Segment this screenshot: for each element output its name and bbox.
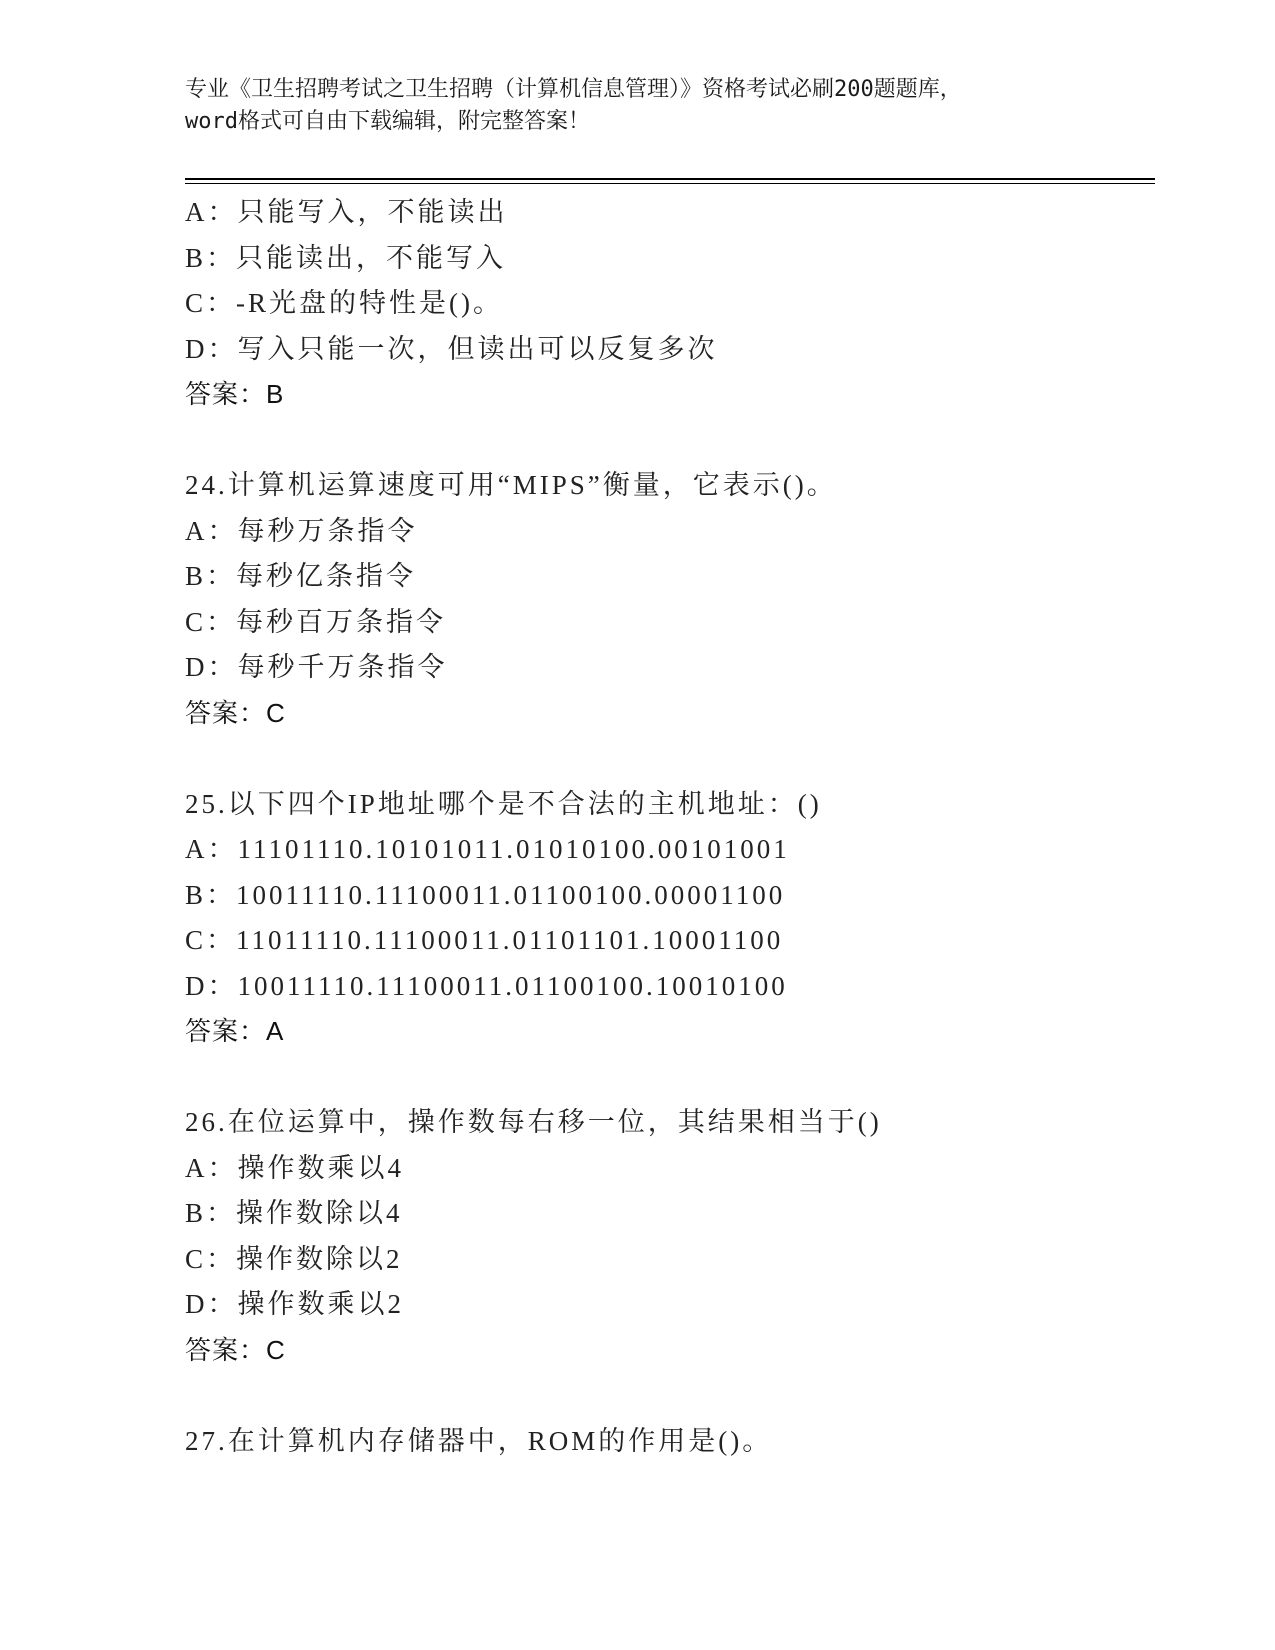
option-d: D：操作数乘以2 (185, 1289, 404, 1319)
option-b: B：只能读出，不能写入 (185, 242, 507, 273)
option-d: D：10011110.11100011.01100100.10010100 (185, 970, 788, 1001)
spacer (185, 736, 1145, 782)
answer-line: 答案：A (185, 1016, 285, 1046)
option-c: C：操作数除以2 (185, 1243, 403, 1274)
option-b: B：操作数除以4 (185, 1198, 403, 1228)
question-stem: 27.在计算机内存储器中，ROM的作用是()。 (185, 1425, 773, 1456)
document-header (185, 74, 1085, 138)
option-a: A：只能写入，不能读出 (185, 197, 508, 227)
question-block (185, 463, 1145, 782)
option-a: A：11101110.10101011.01010100.00101001 (185, 834, 790, 864)
header-divider-thick (185, 178, 1155, 180)
option-a: A：操作数乘以4 (185, 1152, 404, 1183)
option-c: C：每秒百万条指令 (185, 606, 447, 637)
question-stem: 26.在位运算中，操作数每右移一位，其结果相当于() (185, 1107, 882, 1137)
option-b: B：10011110.11100011.01100100.00001100 (185, 879, 786, 910)
answer-line: 答案：C (185, 697, 286, 728)
question-block (185, 782, 1145, 1101)
option-d: D：每秒千万条指令 (185, 652, 448, 682)
spacer (185, 1055, 1145, 1101)
option-c: C：11011110.11100011.01101101.10001100 (185, 925, 784, 955)
header-line-1: 专业《卫生招聘考试之卫生招聘（计算机信息管理）》资格考试必刷200题题库， (185, 77, 962, 102)
answer-line: 答案：C (185, 1334, 286, 1365)
spacer (185, 418, 1145, 464)
header-line-2: word格式可自由下载编辑，附完整答案！ (185, 109, 590, 134)
question-list (185, 190, 1145, 1464)
option-d: D：写入只能一次，但读出可以反复多次 (185, 333, 718, 364)
spacer (185, 1373, 1145, 1419)
header-divider-thin (185, 183, 1155, 184)
question-stem: 25.以下四个IP地址哪个是不合法的主机地址：() (185, 788, 822, 819)
question-block (185, 1100, 1145, 1419)
option-b: B：每秒亿条指令 (185, 561, 417, 591)
option-a: A：每秒万条指令 (185, 515, 418, 546)
answer-line: 答案：B (185, 379, 285, 409)
question-block (185, 1419, 1145, 1465)
option-c: C：-R光盘的特性是()。 (185, 288, 503, 318)
question-stem: 24.计算机运算速度可用“MIPS”衡量，它表示()。 (185, 470, 837, 500)
question-block (185, 190, 1145, 463)
